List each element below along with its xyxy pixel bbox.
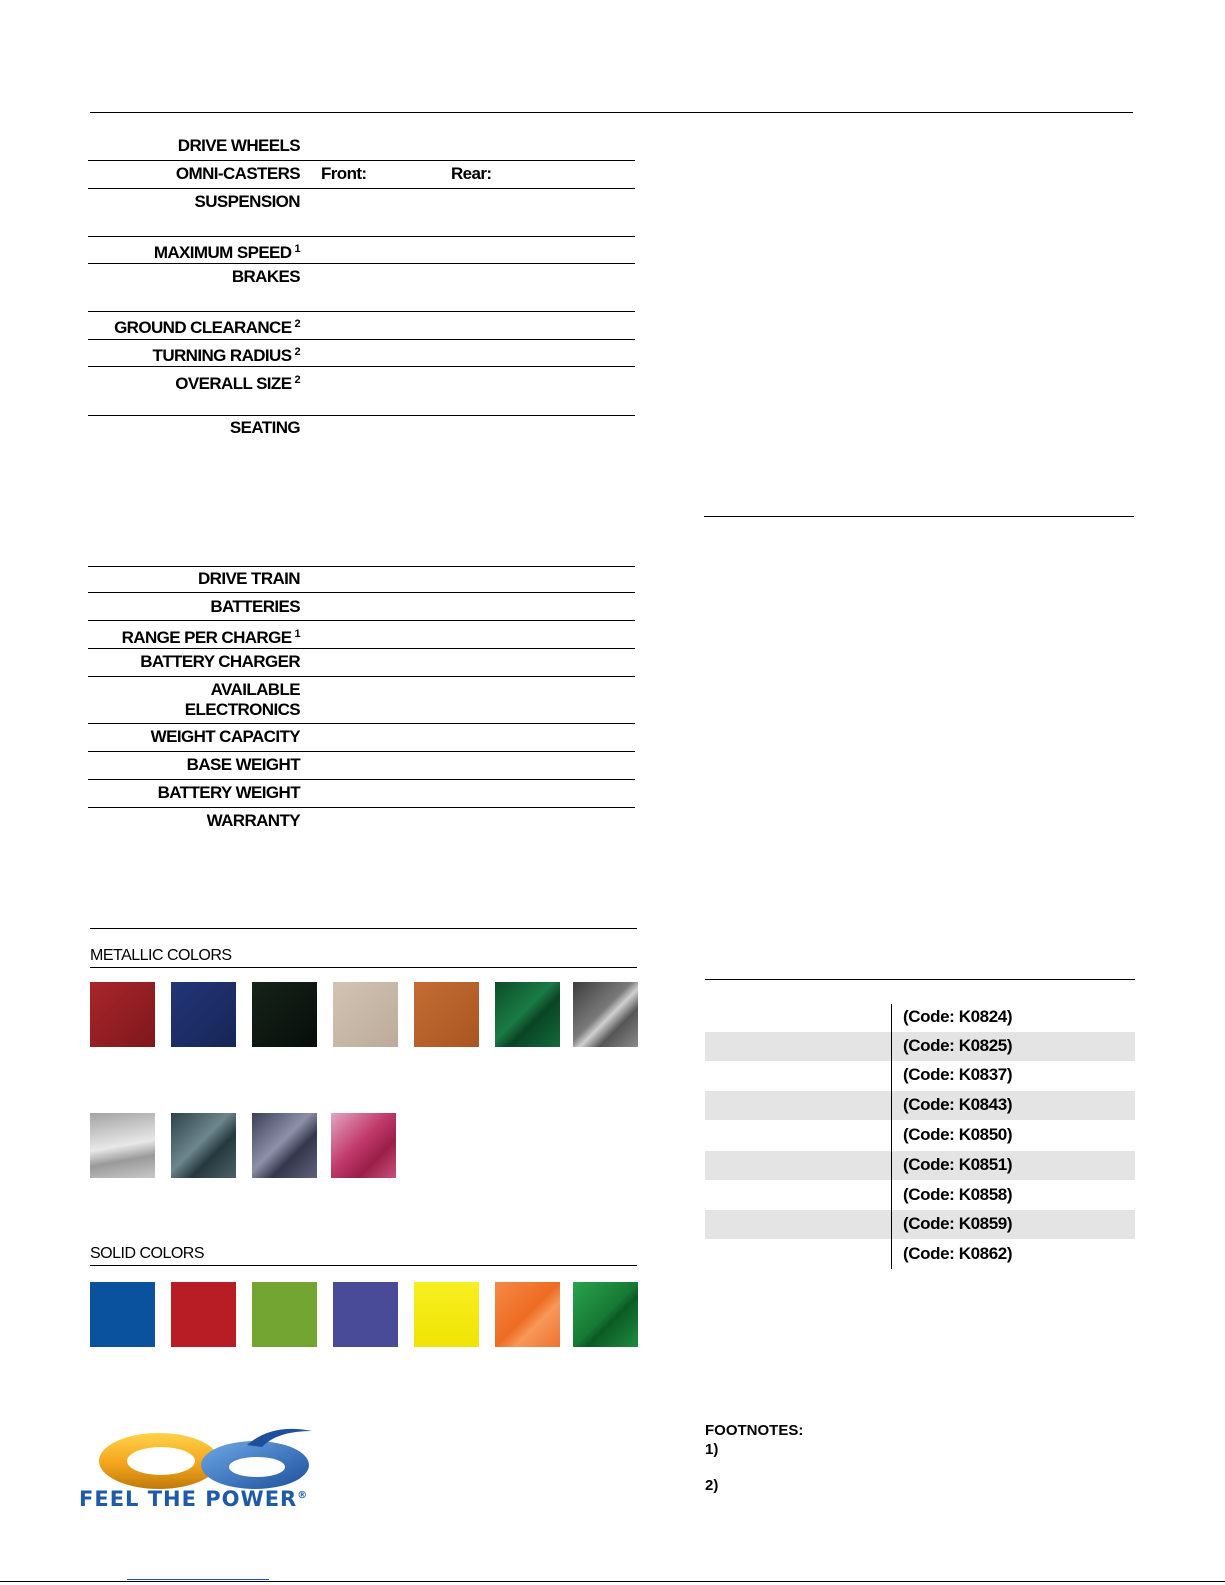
spec-label-warranty: WARRANTY bbox=[206, 811, 300, 830]
solid-colors-title: SOLID COLORS bbox=[90, 1245, 205, 1262]
footnote-1: 1) bbox=[705, 1441, 719, 1458]
spec-label-batteries: BATTERIES bbox=[210, 597, 300, 616]
spec-divider bbox=[88, 366, 635, 367]
brand-logo bbox=[75, 1425, 345, 1515]
color-code: (Code: K0858) bbox=[903, 1185, 1013, 1204]
metallic-swatch[interactable] bbox=[171, 982, 236, 1047]
spec-label-overall-size: OVERALL SIZE $^2$ bbox=[175, 374, 300, 393]
spec-divider bbox=[88, 311, 635, 312]
top-rule bbox=[90, 112, 1133, 113]
bottom-rule bbox=[0, 1581, 1225, 1582]
spec-divider bbox=[88, 592, 635, 593]
code-table-column-divider bbox=[891, 1004, 892, 1269]
color-code: (Code: K0862) bbox=[903, 1244, 1013, 1263]
spec-divider bbox=[88, 160, 635, 161]
spec-divider bbox=[88, 751, 635, 752]
footnote-ref: 2 bbox=[294, 374, 300, 386]
code-row bbox=[705, 1061, 1135, 1090]
spec-label-base-weight: BASE WEIGHT bbox=[186, 755, 300, 774]
spec-label-weight-capacity: WEIGHT CAPACITY bbox=[150, 727, 300, 746]
link-underline bbox=[127, 1579, 269, 1580]
metallic-swatch[interactable] bbox=[331, 1113, 396, 1178]
spec-divider bbox=[88, 188, 635, 189]
spec-label-battery-charger: BATTERY CHARGER bbox=[140, 652, 300, 671]
color-code: (Code: K0843) bbox=[903, 1095, 1013, 1114]
metallic-colors-rule bbox=[90, 967, 637, 968]
metallic-swatch[interactable] bbox=[252, 1113, 317, 1178]
spec-divider bbox=[88, 620, 635, 621]
spec-divider bbox=[88, 236, 635, 237]
solid-swatch[interactable] bbox=[573, 1282, 638, 1347]
footnote-ref: 1 bbox=[294, 628, 300, 640]
spec-divider bbox=[88, 263, 635, 264]
spec-label-drive-wheels: DRIVE WHEELS bbox=[177, 136, 300, 155]
footnote-2: 2) bbox=[705, 1477, 719, 1494]
metallic-swatch[interactable] bbox=[90, 1113, 155, 1178]
footnote-ref: 2 bbox=[294, 318, 300, 330]
spec-label-maximum-speed: MAXIMUM SPEED $^1$ bbox=[153, 243, 300, 262]
solid-swatch[interactable] bbox=[333, 1282, 398, 1347]
metallic-colors-title: METALLIC COLORS bbox=[90, 947, 232, 964]
metallic-swatch[interactable] bbox=[171, 1113, 236, 1178]
code-row bbox=[705, 1121, 1135, 1150]
code-row bbox=[705, 1091, 1135, 1120]
code-table-rule bbox=[705, 979, 1135, 980]
right-column-rule bbox=[704, 516, 1134, 517]
code-row bbox=[705, 1210, 1135, 1239]
spec-label-suspension: SUSPENSION bbox=[194, 192, 300, 211]
front-label: Front: bbox=[321, 164, 367, 183]
color-code: (Code: K0837) bbox=[903, 1065, 1013, 1084]
spec-label-range-per-charge: RANGE PER CHARGE $^1$ bbox=[121, 628, 300, 647]
spec-divider bbox=[88, 648, 635, 649]
metallic-swatch[interactable] bbox=[90, 982, 155, 1047]
solid-swatch[interactable] bbox=[171, 1282, 236, 1347]
code-row bbox=[705, 1181, 1135, 1210]
q6-logo-icon bbox=[97, 1425, 327, 1491]
spec-label-brakes: BRAKES bbox=[231, 267, 300, 286]
spec-divider bbox=[88, 339, 635, 340]
spec-label-seating: SEATING bbox=[229, 418, 300, 437]
logo-tagline: FEEL THE POWER® bbox=[79, 1487, 309, 1511]
footnote-ref: 2 bbox=[294, 346, 300, 358]
solid-swatch[interactable] bbox=[414, 1282, 479, 1347]
spec-divider bbox=[88, 723, 635, 724]
color-code: (Code: K0850) bbox=[903, 1125, 1013, 1144]
spec-label-drive-train: DRIVE TRAIN bbox=[197, 569, 300, 588]
color-code: (Code: K0851) bbox=[903, 1155, 1013, 1174]
spec-divider bbox=[88, 415, 635, 416]
footnote-ref: 1 bbox=[294, 243, 300, 255]
metallic-swatch[interactable] bbox=[252, 982, 317, 1047]
spec-divider bbox=[88, 566, 635, 567]
rear-label: Rear: bbox=[451, 164, 492, 183]
code-row bbox=[705, 1151, 1135, 1180]
color-code: (Code: K0859) bbox=[903, 1214, 1013, 1233]
spec-divider bbox=[88, 779, 635, 780]
metallic-swatch[interactable] bbox=[414, 982, 479, 1047]
color-code: (Code: K0825) bbox=[903, 1036, 1013, 1055]
spec-label-battery-weight: BATTERY WEIGHT bbox=[157, 783, 300, 802]
solid-swatch[interactable] bbox=[495, 1282, 560, 1347]
metallic-swatch[interactable] bbox=[333, 982, 398, 1047]
code-row bbox=[705, 1240, 1135, 1269]
colors-top-rule bbox=[90, 928, 637, 929]
metallic-swatch[interactable] bbox=[573, 982, 638, 1047]
spec-label-turning-radius: TURNING RADIUS $^2$ bbox=[152, 346, 300, 365]
solid-swatch[interactable] bbox=[90, 1282, 155, 1347]
solid-colors-rule bbox=[90, 1265, 637, 1266]
code-row bbox=[705, 1032, 1135, 1061]
metallic-swatch[interactable] bbox=[495, 982, 560, 1047]
footnotes-title: FOOTNOTES: bbox=[705, 1422, 804, 1439]
spec-label-omni-casters: OMNI-CASTERS bbox=[175, 164, 300, 183]
code-row bbox=[705, 1003, 1135, 1032]
color-code: (Code: K0824) bbox=[903, 1007, 1013, 1026]
spec-divider bbox=[88, 807, 635, 808]
spec-label-ground-clearance: GROUND CLEARANCE $^2$ bbox=[114, 318, 300, 337]
spec-label-available-electronics: AVAILABLE ELECTRONICS bbox=[184, 680, 300, 719]
spec-divider bbox=[88, 676, 635, 677]
solid-swatch[interactable] bbox=[252, 1282, 317, 1347]
